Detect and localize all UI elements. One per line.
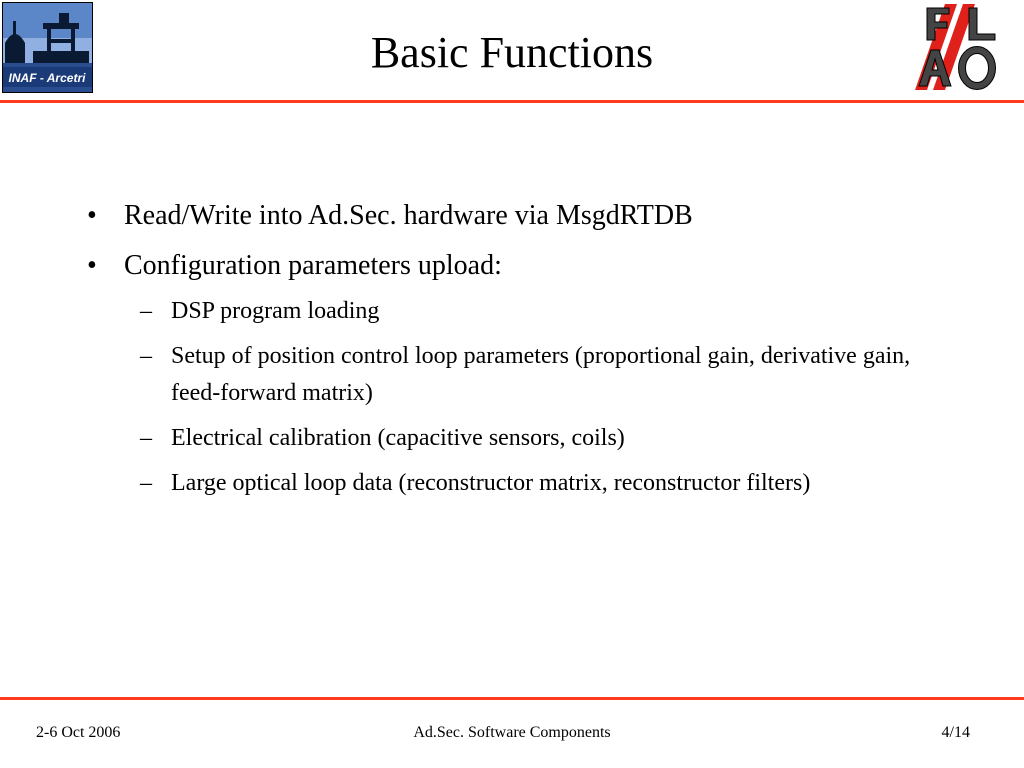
sub-bullet-text: Electrical calibration (capacitive sensors, coils)	[171, 425, 625, 451]
title-divider	[0, 100, 1024, 103]
dash-mark: –	[140, 425, 152, 451]
sub-bullet-item	[140, 293, 951, 330]
sub-bullet-item	[140, 338, 951, 412]
dash-mark: –	[140, 343, 152, 369]
bullet-text: Configuration parameters upload:	[124, 250, 502, 281]
bullet-text: Read/Write into Ad.Sec. hardware via MsgdRTDB	[124, 200, 693, 231]
flao-logo-icon	[905, 2, 1002, 92]
sub-bullet-text: Setup of position control loop parameters (proportional gain, derivative gain, feed-forward matrix)	[171, 343, 911, 406]
dash-mark: –	[140, 470, 152, 496]
footer-date: 2-6 Oct 2006	[36, 724, 121, 741]
sub-bullet-item	[140, 420, 951, 457]
bullet-item	[87, 250, 502, 282]
page-number: 4/14	[941, 724, 970, 741]
bullet-item	[87, 200, 693, 232]
sub-bullet-item	[140, 465, 951, 502]
flao-logo	[905, 2, 1002, 92]
bullet-mark: •	[87, 200, 97, 231]
svg-text:INAF - Arcetri: INAF - Arcetri	[8, 71, 86, 85]
sub-bullet-text: Large optical loop data (reconstructor matrix, reconstructor filters)	[171, 470, 811, 496]
footer-divider	[0, 697, 1024, 700]
dash-mark: –	[140, 298, 152, 324]
sub-bullet-text: DSP program loading	[171, 298, 380, 324]
footer-title: Ad.Sec. Software Components	[413, 724, 611, 741]
bullet-mark: •	[87, 250, 97, 281]
slide-title: Basic Functions	[370, 28, 654, 77]
